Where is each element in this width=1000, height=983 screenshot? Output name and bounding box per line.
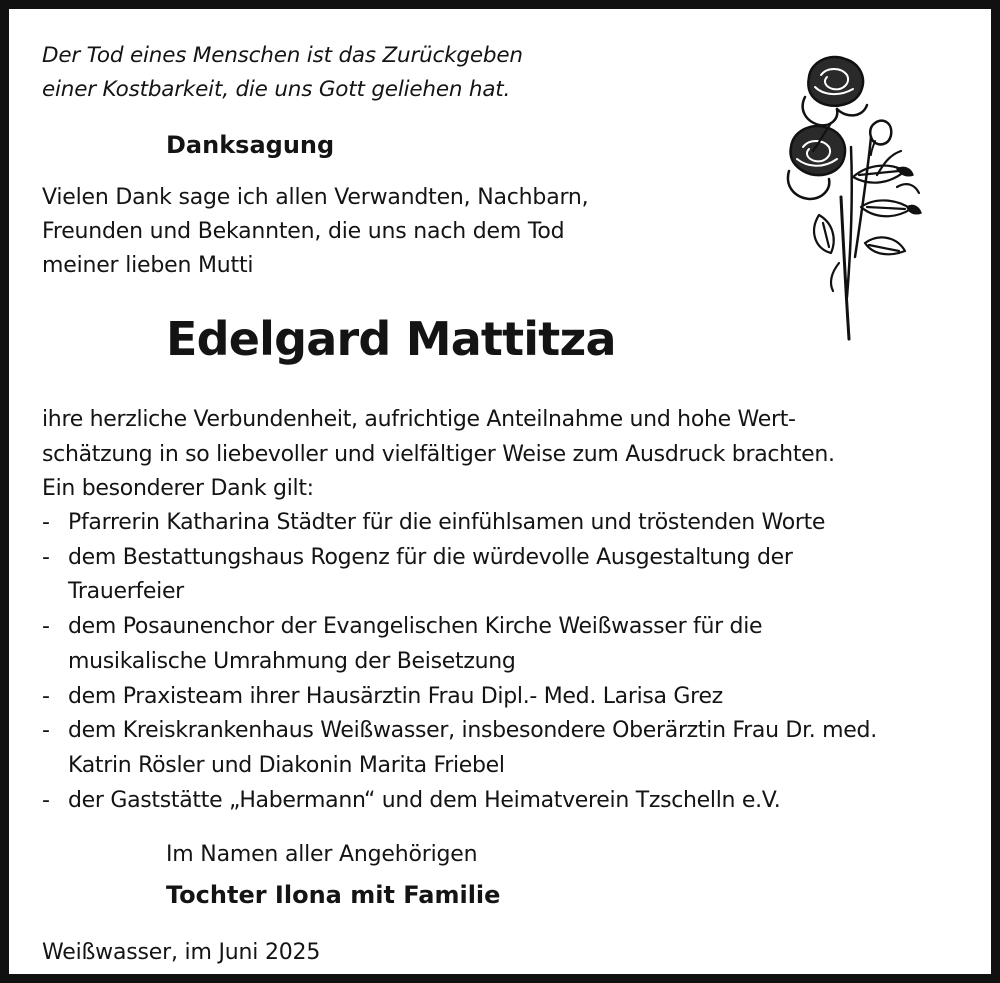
- place-date: Weißwasser, im Juni 2025: [42, 940, 321, 965]
- signer-name: Tochter Ilona mit Familie: [166, 881, 501, 909]
- deceased-name: Edelgard Mattitza: [166, 312, 616, 366]
- list-bullet: -: [42, 718, 50, 744]
- notice-heading: Danksagung: [166, 131, 335, 159]
- list-bullet: -: [42, 510, 50, 535]
- list-item-line: der Gaststätte „Habermann“ und dem Heimatverein Tzschelln e.V.: [68, 787, 781, 813]
- list-item-line: Trauerfeier: [68, 579, 184, 605]
- signer-intro: Im Namen aller Angehörigen: [166, 842, 478, 867]
- memorial-quote: [42, 39, 523, 107]
- intro-line: meiner lieben Mutti: [42, 253, 254, 278]
- roses-icon: [779, 47, 929, 351]
- list-item-line: dem Praxisteam ihrer Hausärztin Frau Dipl.- Med. Larisa Grez: [68, 683, 723, 709]
- list-item-line: Katrin Rösler und Diakonin Marita Friebel: [68, 752, 505, 778]
- intro-text: [42, 181, 588, 283]
- list-item: [42, 680, 992, 715]
- list-bullet: -: [42, 787, 50, 813]
- list-item: [42, 506, 992, 541]
- quote-line: einer Kostbarkeit, die uns Gott geliehen hat.: [42, 77, 511, 102]
- list-item: [42, 784, 992, 819]
- list-item-line: Pfarrerin Katharina Städter für die einfühlsamen und tröstenden Worte: [68, 510, 826, 535]
- body-line: schätzung in so liebevoller und vielfältiger Weise zum Ausdruck brachten.: [42, 441, 835, 467]
- list-item: [42, 610, 992, 679]
- list-bullet: -: [42, 683, 50, 709]
- list-item-line: dem Bestattungshaus Rogenz für die würdevolle Ausgestaltung der: [68, 544, 793, 570]
- list-item: [42, 541, 992, 610]
- intro-line: Freunden und Bekannten, die uns nach dem Tod: [42, 219, 565, 244]
- list-item-line: musikalische Umrahmung der Beisetzung: [68, 648, 516, 674]
- intro-line: Vielen Dank sage ich allen Verwandten, Nachbarn,: [42, 185, 589, 210]
- thanks-list: [42, 506, 992, 818]
- list-bullet: -: [42, 544, 50, 570]
- body-text: [42, 403, 835, 507]
- list-item-line: dem Kreiskrankenhaus Weißwasser, insbesondere Oberärztin Frau Dr. med.: [68, 718, 877, 744]
- body-line: ihre herzliche Verbundenheit, aufrichtige Anteilnahme und hohe Wert-: [42, 407, 796, 432]
- body-line: Ein besonderer Dank gilt:: [42, 476, 314, 501]
- list-item-line: dem Posaunenchor der Evangelischen Kirche Weißwasser für die: [68, 614, 763, 640]
- list-bullet: -: [42, 614, 50, 640]
- list-item: [42, 714, 992, 783]
- quote-line: Der Tod eines Menschen ist das Zurückgeben: [42, 43, 523, 68]
